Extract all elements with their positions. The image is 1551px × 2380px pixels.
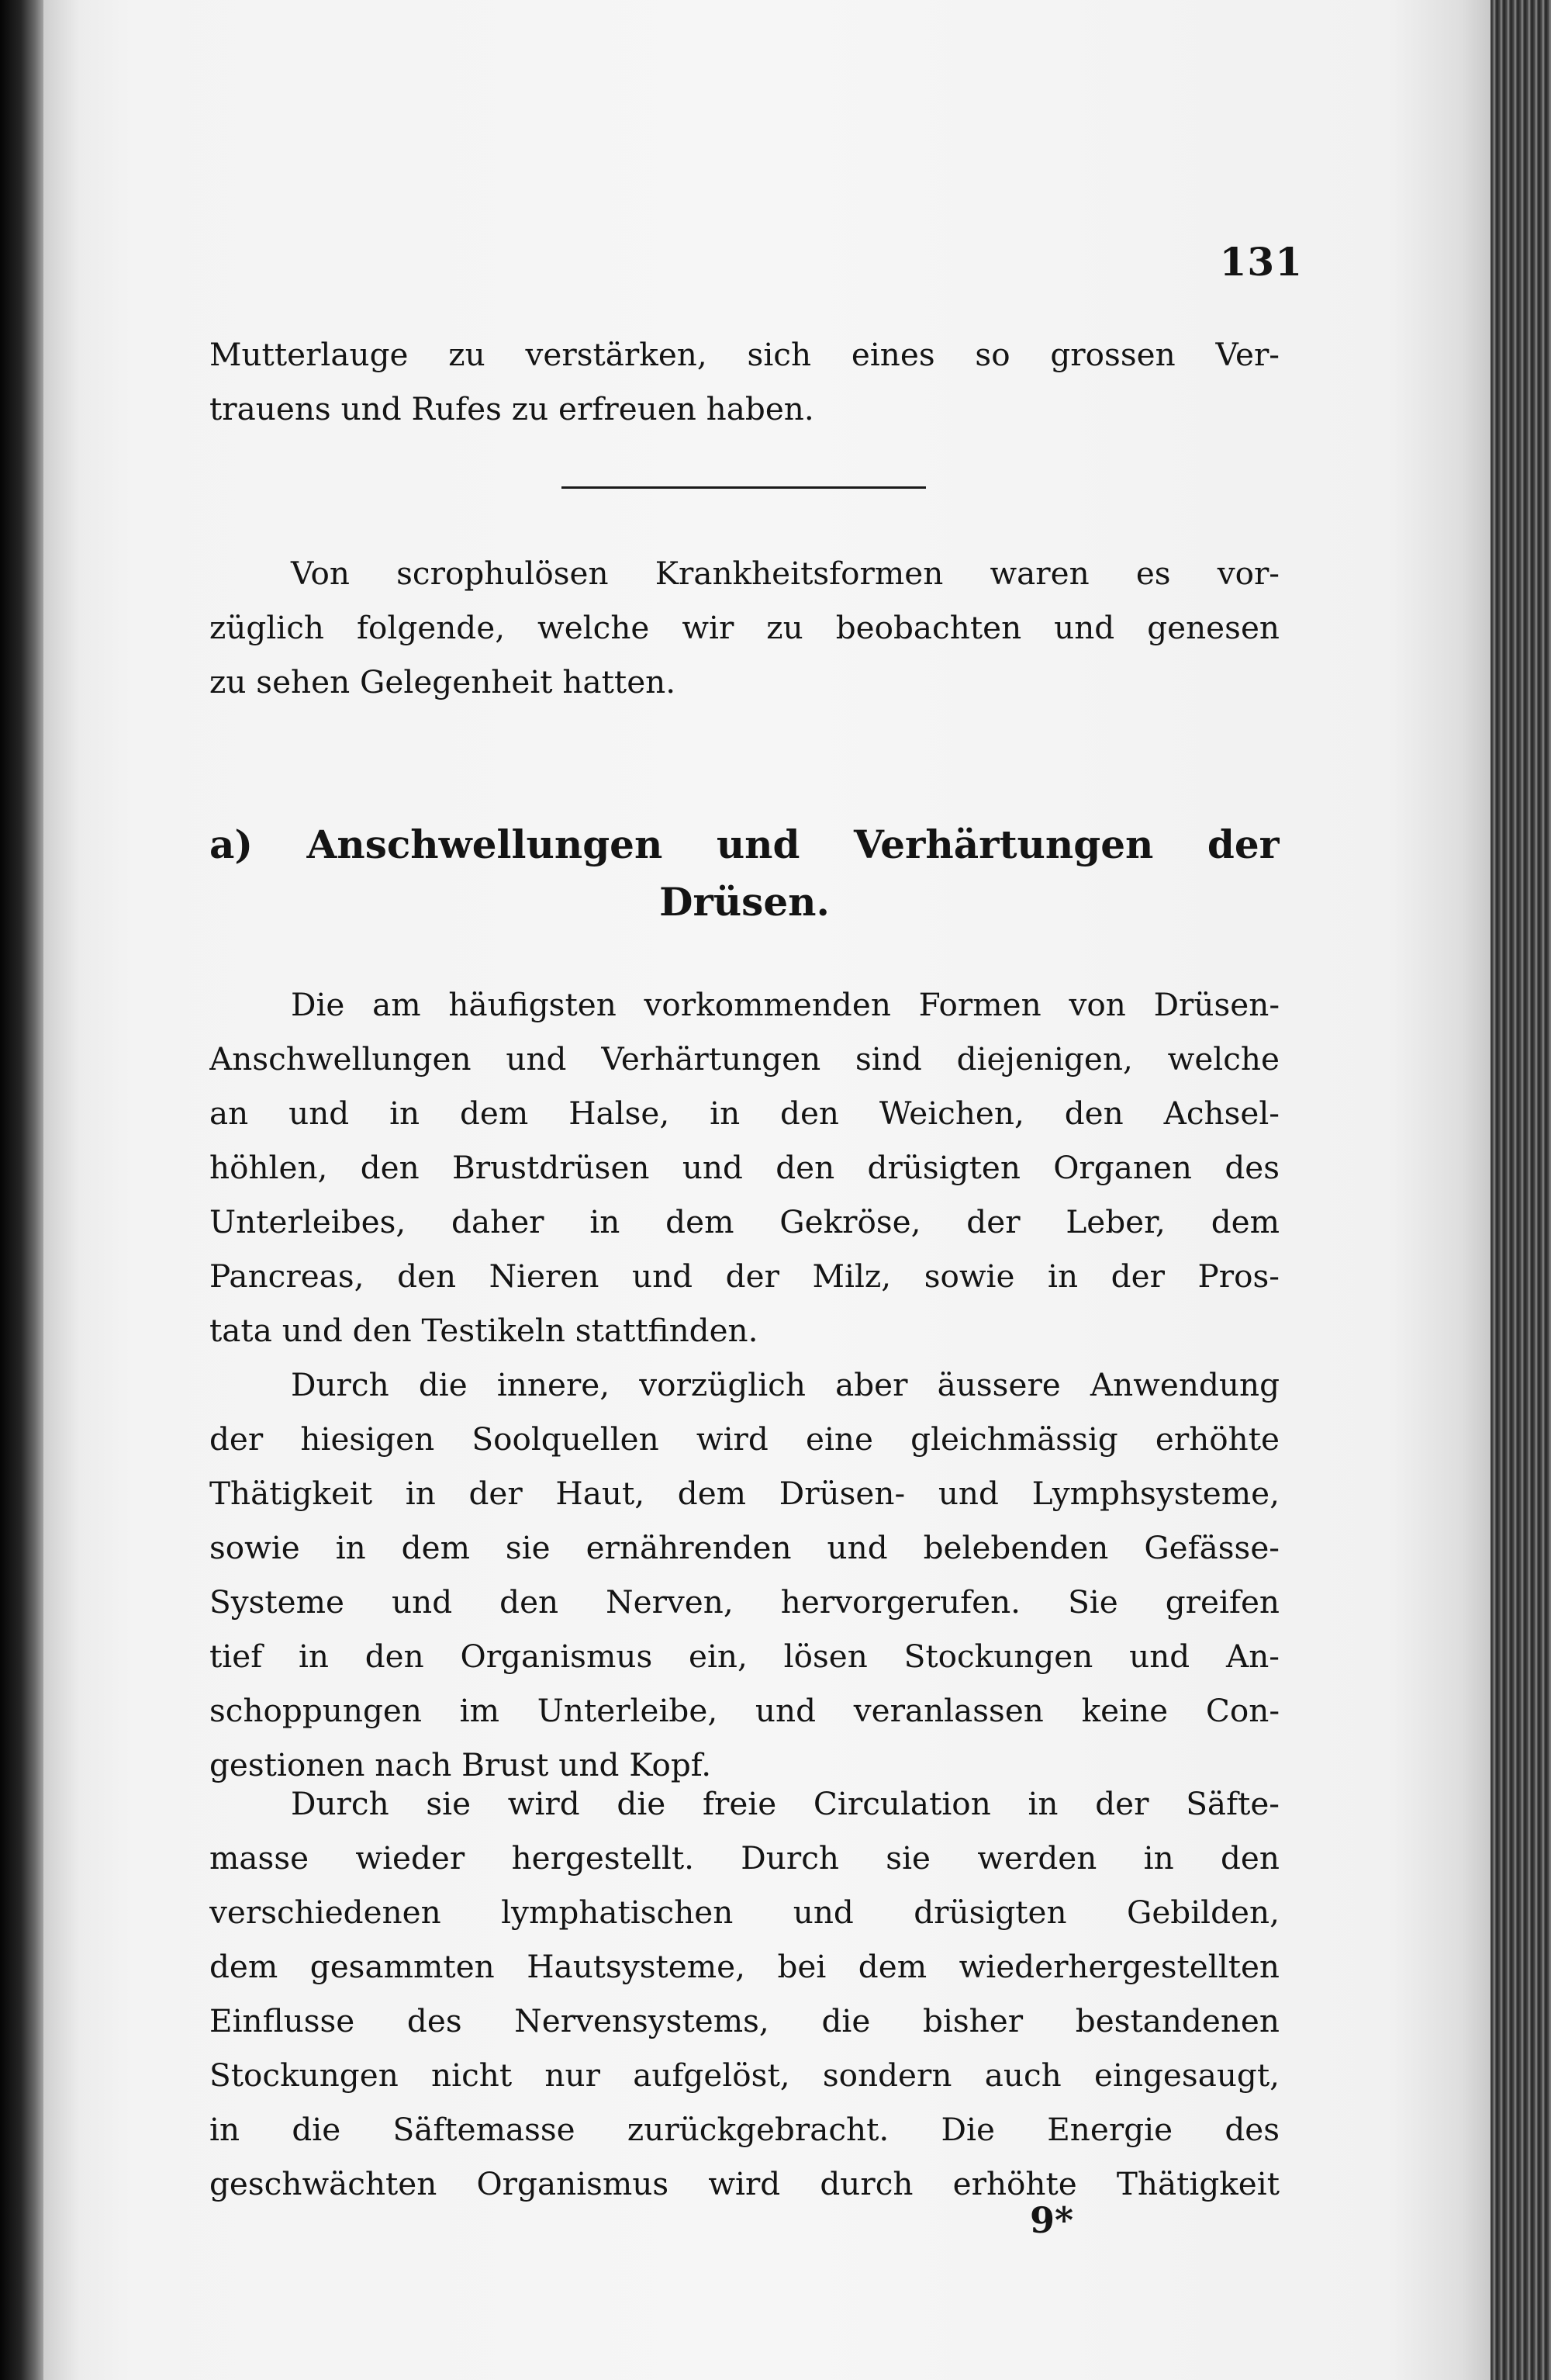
- text-line: Stockungen nicht nur aufgelöst, sondern auch eingesaugt,: [209, 2057, 1280, 2094]
- text-line: Einflusse des Nervensystems, die bisher bestandenen: [209, 2002, 1280, 2039]
- text-line: verschiedenen lymphatischen und drüsigten Gebilden,: [209, 1894, 1280, 1931]
- paragraph-1: [209, 977, 1280, 1358]
- page-number: 131: [1219, 239, 1303, 285]
- text-line: der hiesigen Soolquellen wird eine gleichmässig erhöhte: [209, 1420, 1280, 1458]
- text-line: Unterleibes, daher in dem Gekröse, der Leber, dem: [209, 1203, 1280, 1240]
- text-line: Von scrophulösen Krankheitsformen waren es vor-: [291, 555, 1280, 592]
- page-edges-right: [1491, 0, 1551, 2380]
- paragraph-end-previous: [209, 327, 1280, 436]
- text-line: tata und den Testikeln stattfinden.: [209, 1312, 758, 1349]
- text-line: züglich folgende, welche wir zu beobachten und genesen: [209, 609, 1280, 646]
- text-line: höhlen, den Brustdrüsen und den drüsigten Organen des: [209, 1149, 1280, 1186]
- text-line: an und in dem Halse, in den Weichen, den Achsel-: [209, 1095, 1280, 1132]
- text-line: dem gesammten Hautsysteme, bei dem wiederhergestellten: [209, 1948, 1280, 1985]
- text-line: geschwächten Organismus wird durch erhöhte Thätigkeit: [209, 2165, 1280, 2202]
- heading-line: a) Anschwellungen und Verhärtungen der: [209, 822, 1280, 867]
- text-line: Anschwellungen und Verhärtungen sind diejenigen, welche: [209, 1040, 1280, 1078]
- text-line: zu sehen Gelegenheit hatten.: [209, 663, 676, 701]
- text-line: Mutterlauge zu verstärken, sich eines so grossen Ver-: [209, 336, 1280, 373]
- text-line: Durch die innere, vorzüglich aber äussere Anwendung: [291, 1366, 1280, 1403]
- section-heading: [209, 816, 1280, 931]
- text-line: Durch sie wird die freie Circulation in der Säfte-: [291, 1785, 1280, 1822]
- text-line: Systeme und den Nerven, hervorgerufen. Sie greifen: [209, 1583, 1280, 1621]
- text-line: schoppungen im Unterleibe, und veranlassen keine Con-: [209, 1692, 1280, 1729]
- text-line: in die Säftemasse zurückgebracht. Die Energie des: [209, 2111, 1280, 2148]
- paragraph-intro: [209, 546, 1280, 709]
- text-line: Die am häufigsten vorkommenden Formen von Drüsen-: [291, 986, 1280, 1023]
- text-line: tief in den Organismus ein, lösen Stockungen und An-: [209, 1638, 1280, 1675]
- text-line: Thätigkeit in der Haut, dem Drüsen- und Lymphsysteme,: [209, 1475, 1280, 1512]
- text-line: gestionen nach Brust und Kopf.: [209, 1746, 712, 1783]
- paragraph-3: [209, 1776, 1280, 2211]
- heading-line: Drüsen.: [659, 879, 830, 925]
- signature-mark: 9*: [1030, 2199, 1074, 2241]
- section-divider: [561, 486, 926, 489]
- text-line: masse wieder hergestellt. Durch sie werden in den: [209, 1839, 1280, 1877]
- text-line: sowie in dem sie ernährenden und belebenden Gefässe-: [209, 1529, 1280, 1566]
- text-line: trauens und Rufes zu erfreuen haben.: [209, 390, 814, 427]
- book-spine-left: [0, 0, 47, 2380]
- paragraph-2: [209, 1358, 1280, 1792]
- text-line: Pancreas, den Nieren und der Milz, sowie in der Pros-: [209, 1257, 1280, 1295]
